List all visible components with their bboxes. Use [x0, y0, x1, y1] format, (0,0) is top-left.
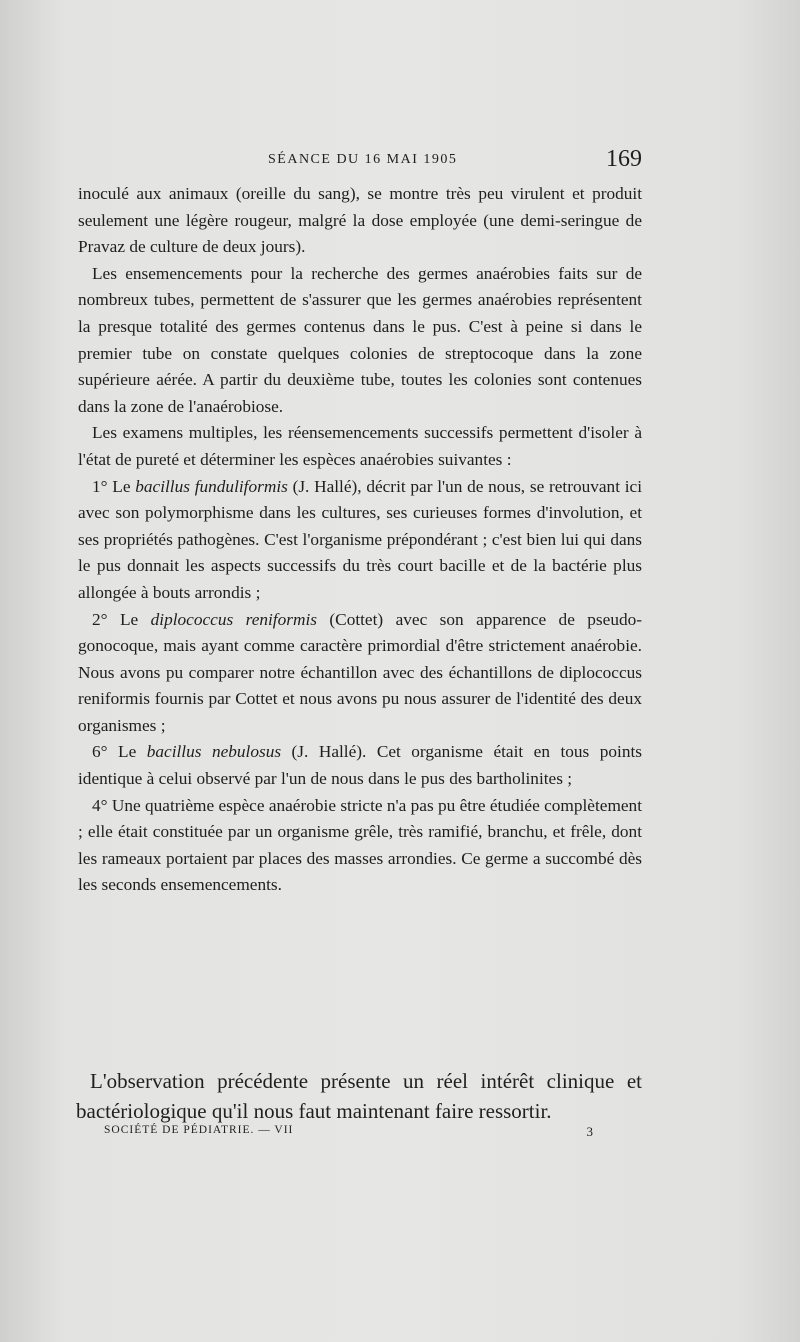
- page-header: [78, 146, 642, 178]
- running-title: SÉANCE DU 16 MAI 1905: [268, 152, 458, 167]
- page-footer: [104, 1124, 594, 1144]
- society-footer: SOCIÉTÉ DE PÉDIATRIE. — VII: [104, 1124, 294, 1136]
- list-item-number: 1° Le: [92, 476, 136, 496]
- paragraph-ensemencements: Les ensemencements pour la recherche des germes anaérobies faits sur de nombreux tubes, permettent de s'assurer que les germes anaérobies représentent la presque totalité des germes contenus dans le pus. C'est à peine si dans le premier tube on constate quelques colonies de streptocoque dans la zone supérieure aérée. A partir du deuxième tube, toutes les colonies sont contenues dans la zone de l'anaérobiose.: [78, 263, 642, 416]
- list-item-number: 2° Le: [92, 609, 151, 629]
- list-item-number: 6° Le: [92, 742, 147, 762]
- signature-mark: 3: [586, 1124, 594, 1139]
- paragraph-examens: Les examens multiples, les réensemencements successifs permettent d'isoler à l'état de pureté et déterminer les espèces anaérobies suivantes :: [78, 423, 642, 469]
- conclusion-paragraph: L'observation précédente présente un réel intérêt clinique et bactériologique qu'il nous faut maintenant faire ressortir.: [76, 1069, 642, 1123]
- list-item-3: [78, 739, 642, 792]
- page-number: 169: [606, 146, 642, 172]
- conclusion-text: [76, 1066, 642, 1126]
- list-item-text: (J. Hallé), décrit par l'un de nous, se retrouvant ici avec son polymorphisme dans les cultures, ses curieuses formes d'involution, et ses propriétés pathogènes. C'est l'organisme prépondérant ; c'est bien lui qui dans le pus donnait les aspects successifs du très court bacille et de la bactérie plus allongée à bouts arrondis ;: [78, 476, 642, 602]
- species-name: diplococcus reniformis: [150, 609, 317, 629]
- list-item-text: (Cottet) avec son apparence de pseudo-gonocoque, mais ayant comme caractère primordial d'être strictement anaérobie. Nous avons pu comparer notre échantillon avec des échantillons de diplococcus reniformis fournis par Cottet et nous avons pu nous assurer de l'identité des deux organismes ;: [78, 609, 643, 735]
- list-item-text: (J. Hallé). Cet organisme était en tous points identique à celui observé par l'un de nous dans le pus des bartholinites ;: [78, 742, 642, 789]
- list-item-2: [78, 607, 642, 740]
- body-text: [78, 181, 642, 899]
- species-name: bacillus funduliformis: [135, 476, 288, 496]
- species-name: bacillus nebulosus: [146, 742, 282, 762]
- list-item-1: [78, 474, 642, 607]
- paragraph-continuation: inoculé aux animaux (oreille du sang), se montre très peu virulent et produit seulement une légère rougeur, malgré la dose employée (une demi-seringue de Pravaz de culture de deux jours).: [78, 184, 642, 257]
- list-item-4: 4° Une quatrième espèce anaérobie stricte n'a pas pu être étudiée complètement ; elle était constituée par un organisme grêle, très ramifié, branchu, et frêle, dont les rameaux portaient par places des masses arrondies. Ce germe a succombé dès les seconds ensemencements.: [78, 795, 642, 895]
